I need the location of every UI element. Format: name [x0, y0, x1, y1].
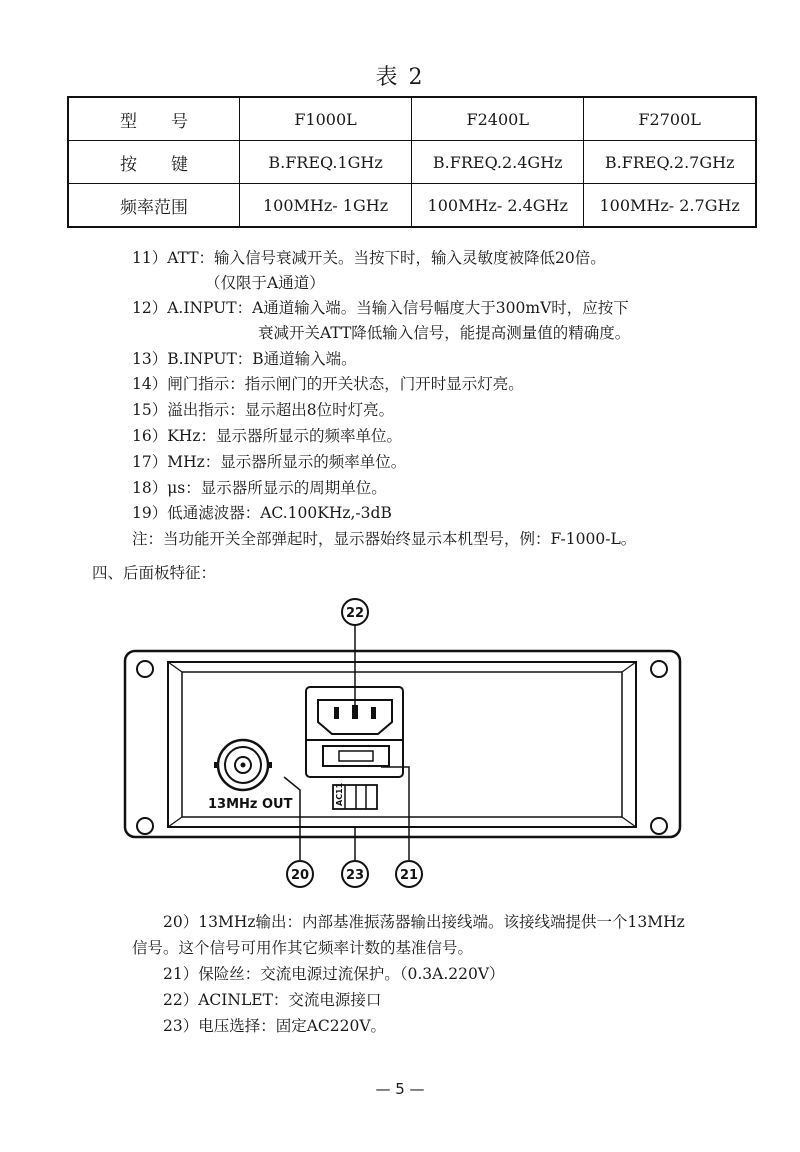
- screw-hole-icon: [137, 818, 153, 834]
- row-header: 按 键: [68, 141, 240, 184]
- leader-line-21: [381, 767, 409, 860]
- item-12: 12）A.INPUT：A通道输入端。当输入信号幅度大于300mV时，应按下: [132, 299, 629, 317]
- callout-22: [342, 599, 368, 625]
- leader-line-20: [284, 777, 300, 860]
- item-21: 21）保险丝：交流电源过流保护。（0.3A.220V）: [163, 965, 505, 983]
- table-cell: 100MHz- 2.4GHz: [412, 184, 584, 228]
- page-number: — 5 —: [375, 1080, 425, 1098]
- item-14: 14）闸门指示：指示闸门的开关状态，门开时显示灯亮。: [132, 375, 524, 393]
- callout-20: [287, 861, 313, 887]
- table-cell: B.FREQ.2.4GHz: [412, 141, 584, 184]
- svg-text:22: 22: [345, 606, 365, 621]
- table-row: [68, 97, 756, 141]
- bnc-label: 13MHz OUT: [208, 797, 293, 812]
- svg-text:23: 23: [345, 868, 365, 883]
- item-13: 13）B.INPUT：B通道输入端。: [132, 350, 357, 368]
- item-11: 11）ATT：输入信号衰减开关。当按下时，输入灵敏度被降低20倍。: [132, 249, 606, 267]
- callout-23: [342, 861, 368, 887]
- svg-text:20: 20: [290, 868, 310, 883]
- screw-hole-icon: [651, 661, 667, 677]
- table-cell: B.FREQ.1GHz: [240, 141, 412, 184]
- row-header: 型 号: [68, 97, 240, 141]
- table-cell: 100MHz- 2.7GHz: [584, 184, 756, 228]
- table-row: [68, 141, 756, 184]
- voltage-label: AC11: [335, 782, 344, 806]
- spec-table: [67, 96, 757, 228]
- row-header: 频率范围: [68, 184, 240, 228]
- screw-hole-icon: [137, 661, 153, 677]
- table-title: 表 2: [375, 65, 425, 90]
- item-11-note: （仅限于A通道）: [205, 274, 325, 292]
- note: 注：当功能开关全部弹起时，显示器始终显示本机型号，例：F-1000-L。: [132, 530, 637, 548]
- svg-text:21: 21: [399, 868, 419, 883]
- table-cell: B.FREQ.2.7GHz: [584, 141, 756, 184]
- item-23: 23）电压选择：固定AC220V。: [163, 1017, 387, 1035]
- item-15: 15）溢出指示：显示超出8位时灯亮。: [132, 401, 395, 419]
- fuse-holder-icon: [323, 746, 389, 766]
- section-heading: 四、后面板特征：: [92, 564, 217, 582]
- bnc-connector-icon: [214, 740, 272, 790]
- item-22: 22）ACINLET：交流电源接口: [163, 991, 382, 1009]
- table-row: [68, 184, 756, 228]
- table-cell: F2400L: [412, 97, 584, 141]
- item-17: 17）MHz：显示器所显示的频率单位。: [132, 453, 407, 471]
- item-19: 19）低通滤波器：AC.100KHz,-3dB: [132, 504, 392, 522]
- callout-21: [396, 861, 422, 887]
- rear-panel-diagram: [0, 590, 800, 900]
- screw-hole-icon: [651, 818, 667, 834]
- item-12-cont: 衰减开关ATT降低输入信号，能提高测量值的精确度。: [258, 324, 631, 342]
- item-18: 18）μs：显示器所显示的周期单位。: [132, 479, 387, 497]
- item-16: 16）KHz：显示器所显示的频率单位。: [132, 427, 402, 445]
- table-cell: F1000L: [240, 97, 412, 141]
- table-cell: F2700L: [584, 97, 756, 141]
- table-cell: 100MHz- 1GHz: [240, 184, 412, 228]
- item-20: 20）13MHz输出：内部基准振荡器输出接线端。该接线端提供一个13MHz: [163, 913, 685, 931]
- item-20-cont: 信号。这个信号可用作其它频率计数的基准信号。: [132, 939, 474, 957]
